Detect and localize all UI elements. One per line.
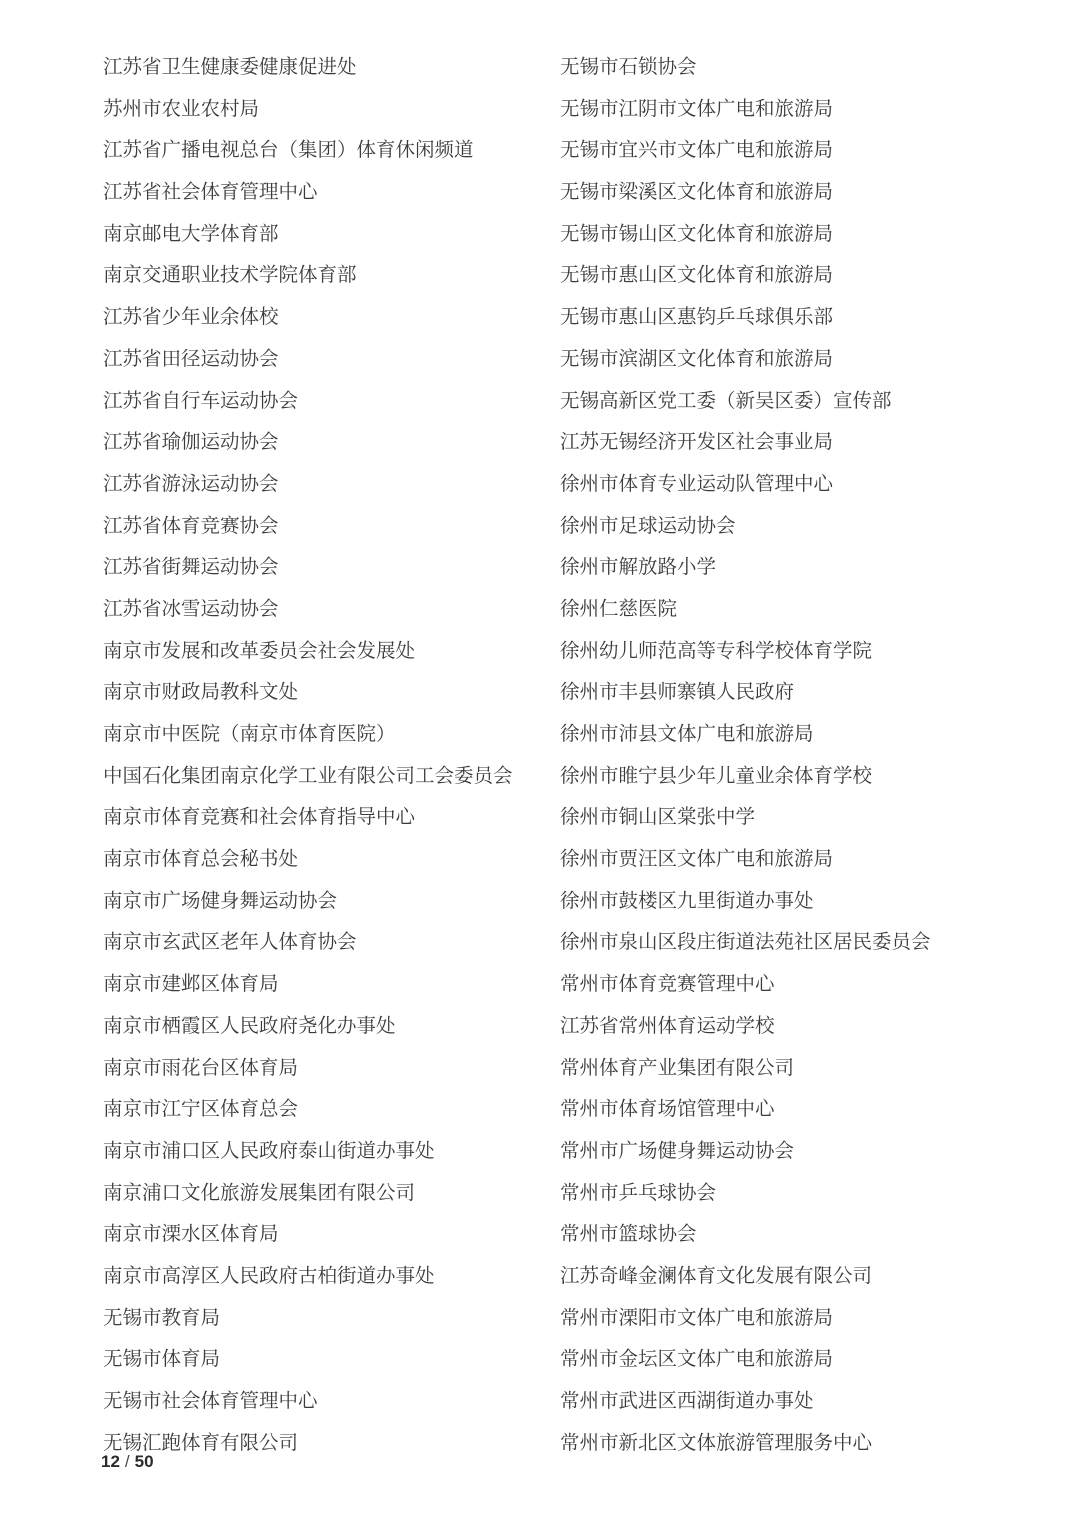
current-page-number: 12 <box>101 1452 120 1471</box>
org-list-item: 南京浦口文化旅游发展集团有限公司 <box>103 1182 416 1204</box>
org-list-item: 南京市溧水区体育局 <box>103 1224 279 1246</box>
org-list-item: 徐州市丰县师寨镇人民政府 <box>560 682 795 704</box>
org-list-item: 徐州仁慈医院 <box>560 598 678 620</box>
org-list-item: 江苏省广播电视总台（集团）体育休闲频道 <box>103 140 474 162</box>
org-list-item: 中国石化集团南京化学工业有限公司工会委员会 <box>103 765 513 787</box>
total-pages-number: 50 <box>134 1452 154 1471</box>
org-list-item: 江苏省街舞运动协会 <box>103 557 279 579</box>
org-list-item: 南京市发展和改革委员会社会发展处 <box>103 640 416 662</box>
org-list-item: 常州市篮球协会 <box>560 1224 697 1246</box>
org-list-item: 常州市武进区西湖街道办事处 <box>560 1391 814 1412</box>
org-list-item: 无锡市石锁协会 <box>560 57 697 78</box>
page-number-indicator <box>101 1451 154 1473</box>
org-list-item: 南京市江宁区体育总会 <box>103 1099 299 1121</box>
org-list-item: 徐州市足球运动协会 <box>560 515 736 537</box>
org-list-column-left <box>103 47 513 1464</box>
org-list-item: 无锡市锡山区文化体育和旅游局 <box>560 223 834 245</box>
org-list-item: 南京市建邺区体育局 <box>103 974 279 996</box>
org-list-item: 徐州市睢宁县少年儿童业余体育学校 <box>560 765 873 787</box>
org-list-item: 徐州市沛县文体广电和旅游局 <box>560 724 814 745</box>
org-list-item: 南京交通职业技术学院体育部 <box>103 265 357 287</box>
org-list-item: 无锡市惠山区惠钧乒乓球俱乐部 <box>560 307 834 329</box>
org-list-item: 江苏省少年业余体校 <box>103 307 279 329</box>
org-list-item: 南京邮电大学体育部 <box>103 223 279 245</box>
org-list-item: 江苏省冰雪运动协会 <box>103 598 279 620</box>
org-list-item: 南京市雨花台区体育局 <box>103 1057 299 1079</box>
org-list-item: 徐州市泉山区段庄街道法苑社区居民委员会 <box>560 932 931 954</box>
org-list-item: 无锡市体育局 <box>103 1349 221 1371</box>
org-list-item: 徐州市铜山区棠张中学 <box>560 807 756 829</box>
org-list-item: 常州市体育竞赛管理中心 <box>560 974 775 996</box>
org-list-item: 无锡市梁溪区文化体育和旅游局 <box>560 182 834 204</box>
org-list-item: 常州市金坛区文体广电和旅游局 <box>560 1349 834 1371</box>
org-list-item: 江苏省卫生健康委健康促进处 <box>103 57 357 78</box>
org-list-item: 常州市体育场馆管理中心 <box>560 1099 775 1121</box>
org-list-item: 常州体育产业集团有限公司 <box>560 1057 795 1079</box>
org-list-item: 南京市栖霞区人民政府尧化办事处 <box>103 1015 396 1037</box>
page-separator: / <box>124 1452 130 1471</box>
org-list-item: 江苏省游泳运动协会 <box>103 473 279 495</box>
org-list-item: 徐州市解放路小学 <box>560 557 717 579</box>
org-list-item: 常州市乒乓球协会 <box>560 1182 717 1204</box>
org-list-item: 苏州市农业农村局 <box>103 98 260 120</box>
org-list-item: 江苏省常州体育运动学校 <box>560 1015 775 1037</box>
org-list-item: 江苏省体育竞赛协会 <box>103 515 279 537</box>
org-list-item: 江苏无锡经济开发区社会事业局 <box>560 432 834 454</box>
org-list-item: 南京市体育总会秘书处 <box>103 849 299 871</box>
org-list-item: 无锡汇跑体育有限公司 <box>103 1432 299 1454</box>
org-list-item: 徐州市体育专业运动队管理中心 <box>560 473 834 495</box>
org-list-item: 无锡市滨湖区文化体育和旅游局 <box>560 348 834 370</box>
org-list-item: 江苏省田径运动协会 <box>103 348 279 370</box>
org-list-item: 徐州市鼓楼区九里街道办事处 <box>560 890 814 912</box>
org-list-item: 江苏省社会体育管理中心 <box>103 182 318 204</box>
org-list-item: 徐州幼儿师范高等专科学校体育学院 <box>560 640 873 662</box>
org-list-item: 南京市广场健身舞运动协会 <box>103 890 338 912</box>
org-list-item: 南京市体育竞赛和社会体育指导中心 <box>103 807 416 829</box>
org-list-item: 南京市玄武区老年人体育协会 <box>103 932 357 954</box>
org-list-item: 无锡市宜兴市文体广电和旅游局 <box>560 140 834 162</box>
org-list-item: 江苏省瑜伽运动协会 <box>103 432 279 454</box>
org-list-item: 江苏省自行车运动协会 <box>103 390 299 412</box>
org-list-item: 常州市广场健身舞运动协会 <box>560 1140 795 1162</box>
org-list-item: 南京市浦口区人民政府泰山街道办事处 <box>103 1140 435 1162</box>
org-list-item: 江苏奇峰金澜体育文化发展有限公司 <box>560 1265 873 1287</box>
org-list-item: 徐州市贾汪区文体广电和旅游局 <box>560 849 834 871</box>
org-list-item: 无锡市教育局 <box>103 1307 221 1329</box>
org-list-item: 无锡市惠山区文化体育和旅游局 <box>560 265 834 287</box>
org-list-item: 无锡市江阴市文体广电和旅游局 <box>560 98 834 120</box>
org-list-item: 无锡高新区党工委（新吴区委）宣传部 <box>560 390 892 412</box>
org-list-item: 南京市中医院（南京市体育医院） <box>103 724 396 745</box>
org-list-item: 常州市新北区文体旅游管理服务中心 <box>560 1432 873 1454</box>
org-list-item: 南京市高淳区人民政府古柏街道办事处 <box>103 1265 435 1287</box>
org-list-item: 无锡市社会体育管理中心 <box>103 1391 318 1412</box>
org-list-item: 常州市溧阳市文体广电和旅游局 <box>560 1307 834 1329</box>
org-list-column-right <box>560 47 931 1464</box>
org-list-item: 南京市财政局教科文处 <box>103 682 299 704</box>
